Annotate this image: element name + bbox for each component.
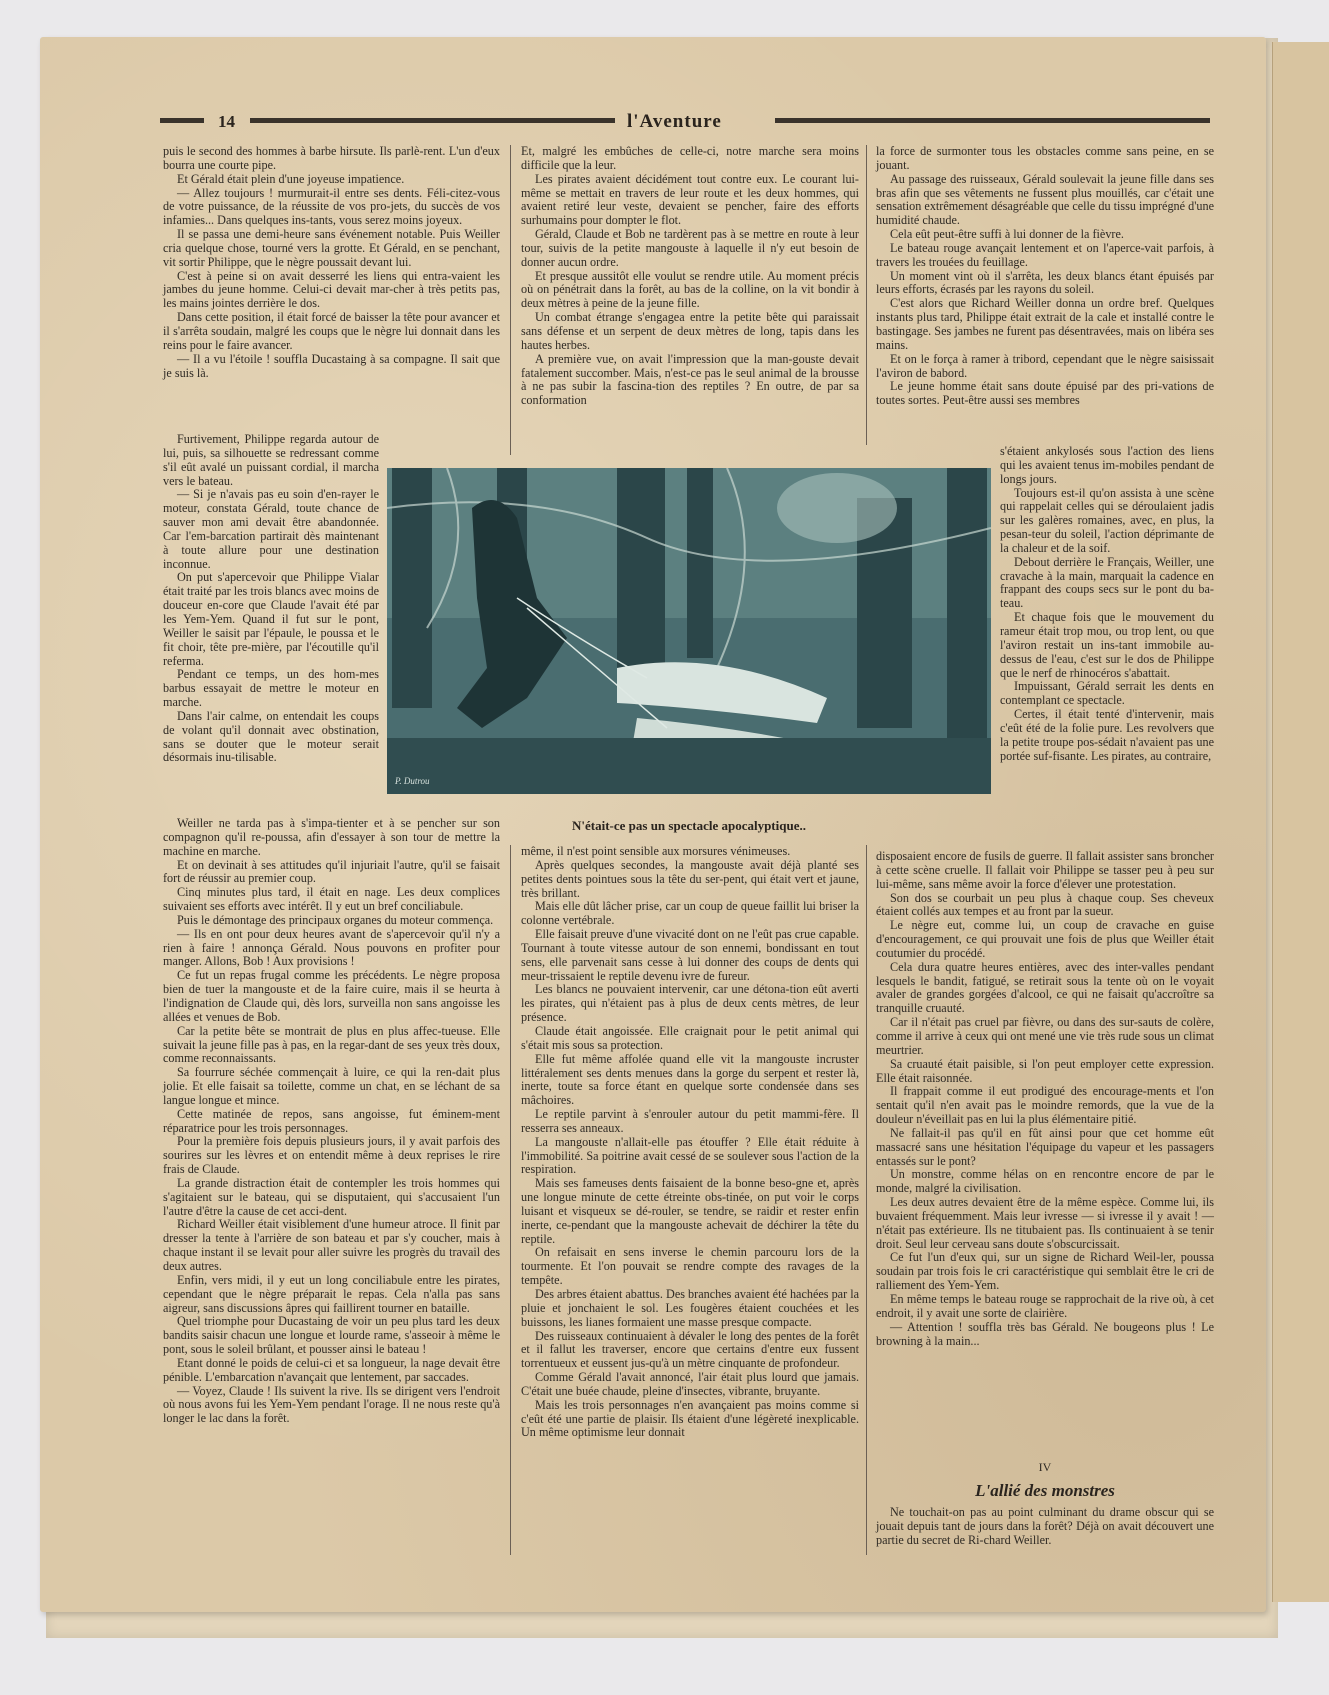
paragraph: Cette matinée de repos, sans angoisse, fut éminem-ment réparatrice pour les trois personnages.: [163, 1106, 500, 1135]
illustration-caption: N'était-ce pas un spectacle apocalyptique..: [572, 818, 806, 833]
paragraph: — Attention ! souffla très bas Gérald. Ne bougeons plus ! Le browning à la main...: [876, 1319, 1214, 1348]
paragraph: Et on devinait à ses attitudes qu'il injuriait l'autre, qu'il se faisait fort de réussir au premier coup.: [163, 857, 500, 886]
paragraph: Sa cruauté était paisible, si l'on peut employer cette expression. Elle était raisonnée.: [876, 1056, 1214, 1085]
column-3-end: [876, 1506, 1214, 1548]
paragraph: Dans cette position, il était forcé de baisser la tête pour avancer et il s'arrêta soudain, malgré les coups que le nègre lui donnait dans les reins pour le faire avancer.: [163, 310, 500, 352]
paragraph: Dans l'air calme, on entendait les coups de volant qu'il donnait avec obstination, sans se douter que le moteur serait désormais inu-tilisable.: [163, 708, 379, 765]
column-2-top: [521, 145, 859, 408]
paragraph: Etant donné le poids de celui-ci et sa longueur, la nage devait être pénible. L'embarcation n'avançait que lentement, par saccades.: [163, 1355, 500, 1384]
paragraph: Pour la première fois depuis plusieurs jours, il y avait parfois des sourires sur les lèvres et on entendit même à deux reprises le rire frais de Claude.: [163, 1134, 500, 1177]
column-3-bottom: [876, 850, 1214, 1348]
paragraph: Ce fut l'un d'eux qui, sur un signe de Richard Weil-ler, poussa soudain par trois fois le cri caractéristique qui semblait être le cri de ralliement des Yem-Yem.: [876, 1250, 1214, 1293]
paragraph: Le jeune homme était sans doute épuisé par des pri-vations de toutes sortes. Peut-être aussi ses membres: [876, 379, 1214, 408]
paragraph: Certes, il était tenté d'intervenir, mais c'eût été de la folie pure. Les revolvers que la petite troupe pos-sédait n'avaient pas une portée suf-fisante. Les pirates, au contraire,: [1000, 707, 1214, 763]
paragraph: Et presque aussitôt elle voulut se rendre utile. Au moment précis où on pénétrait dans la forêt, au bas de la colline, on la vit bondir à deux mètres à peine de la jeune fille.: [521, 268, 859, 311]
paragraph: Gérald, Claude et Bob ne tardèrent pas à se mettre en route à leur tour, suivis de la petite mangouste à laquelle il n'y eut besoin de donner aucun ordre.: [521, 227, 859, 269]
paragraph: — Voyez, Claude ! Ils suivent la rive. Ils se dirigent vers l'endroit où nous avons fui les Yem-Yem pendant l'orage. Il ne nous reste qu'à longer le lac dans la forêt.: [163, 1383, 500, 1426]
paragraph: Cela eût peut-être suffi à lui donner de la fièvre.: [890, 227, 1124, 242]
paragraph: Cela dura quatre heures entières, avec des inter-valles pendant lesquels le bandit, fatigué, se retirait sous la tente où on le voyait avaler de grandes gorgées d'alcool, ce qui ne faisait qu'accroître sa tranquille cruauté.: [876, 959, 1214, 1016]
paragraph: C'est alors que Richard Weiller donna un ordre bref. Quelques instants plus tard, Philippe était extrait de la cale et installé contre le bastingage. Ses jambes ne furent pas désentravées, mais on libéra ses mains.: [876, 296, 1214, 352]
paragraph: Il se passa une demi-heure sans événement notable. Puis Weiller cria quelque chose, tourné vers la grotte. Et Gérald, en se penchant, vit sortir Philippe, que le nègre poussait devant lui.: [163, 227, 500, 269]
paragraph: Des ruisseaux continuaient à dévaler le long des pentes de la forêt et il fallut les traverser, encore que certains d'entre eux fussent torrentueux et eussent jus-qu'à un mètre cinquante de profondeur.: [521, 1328, 859, 1371]
column-divider-2: [866, 145, 867, 445]
paragraph: Un combat étrange s'engagea entre la petite bête qui paraissait sans défense et un serpent de deux mètres de long, tapis dans les hautes herbes.: [521, 310, 859, 352]
column-divider-3: [510, 845, 511, 1555]
paragraph: Cinq minutes plus tard, il était en nage. Les deux complices suivaient ses efforts avec intérêt. Il y eut un bref conciliabule.: [163, 885, 500, 914]
next-page-edge: [1272, 42, 1329, 1602]
paragraph: Et Gérald était plein d'une joyeuse impatience.: [177, 171, 405, 186]
paragraph: On put s'apercevoir que Philippe Vialar était traité par les trois blancs avec moins de douceur en-core que Claude l'avait été par les Yem-Yem. Quand il fut sur le pont, Weiller le saisit par l'épaule, le poussa et le fit choir, tête pre-mière, par l'écoutille qu'il referma.: [163, 570, 379, 668]
chapter-title: L'allié des monstres: [975, 1481, 1115, 1500]
paragraph: Les deux autres devaient être de la même espèce. Comme lui, ils buvaient fréquemment. Mais leur ivresse — si ivresse il y avait ! — n'était pas extérieure. Ils ne titubaient pas. Ils continuaient à se tenir droit. Seul leur cerveau sans doute s'obscurcissait.: [876, 1195, 1214, 1251]
paragraph: Les blancs ne pouvaient intervenir, car une détona-tion eût averti les pirates, qui n'étaient pas à plus de deux cents mètres, de leur présence.: [521, 982, 859, 1025]
paragraph: Et on le força à ramer à tribord, cependant que le nègre saisissait l'aviron de babord.: [876, 351, 1214, 380]
paragraph: Elle faisait preuve d'une vivacité dont on ne l'eût pas crue capable. Tournant à toute vitesse autour de son ennemi, bondissant en tout sens, elle parvenait sans cesse à lui donner des coups de dents qui meur-trissaient le reptile devenu ivre de fureur.: [521, 927, 859, 983]
paragraph: Son dos se courbait un peu plus à chaque coup. Ses cheveux étaient collés aux tempes et au front par la sueur.: [876, 890, 1214, 919]
paragraph: Enfin, vers midi, il y eut un long conciliabule entre les pirates, cependant que le nègre préparait le repas. Cela n'alla pas sans aigreur, sans discussions âpres qui faillirent tourner en bataille.: [163, 1272, 500, 1315]
paragraph: Un moment vint où il s'arrêta, les deux blancs étant épuisés par leurs efforts, écrasés par les rayons du soleil.: [876, 268, 1214, 297]
paragraph: Quel triomphe pour Ducastaing de voir un peu plus tard les deux bandits saisir chacun une longue et lourde rame, s'asseoir à même le pont, sous le soleil brûlant, et pousser ainsi le bateau !: [163, 1314, 500, 1357]
page-number: 14: [218, 112, 235, 131]
paragraph: Des arbres étaient abattus. Des branches avaient été hachées par la pluie et jonchaient le sol. Les fougères étaient couchées et les buissons, les lianes formaient une masse presque compacte.: [521, 1287, 859, 1329]
paragraph: Elle fut même affolée quand elle vit la mangouste incruster littéralement ses dents menues dans la gorge du serpent et rester là, inerte, toute sa force étant en quelque sorte condensée dans ses mâchoires.: [521, 1051, 859, 1108]
paragraph: Richard Weiller était visiblement d'une humeur atroce. Il finit par dresser la tente à l'arrière de son bateau et par s'y coucher, mais à chaque instant il se levait pour aller suivre les progrès du travail des deux autres.: [163, 1217, 500, 1273]
forest-illustration: [387, 468, 991, 794]
paragraph: — Allez toujours ! murmurait-il entre ses dents. Féli-citez-vous de votre puissance, de la réussite de vos pro-jets, du succès de vos infamies... Dans quelques ins-tants, vous serez moins joyeux.: [163, 185, 500, 228]
paragraph: Il frappait comme il eut prodigué des encourage-ments et l'on sentait qu'il n'en avait pas le moindre remords, que la vue de la douleur n'éveillait pas en lui la plus élémentaire pitié.: [876, 1084, 1214, 1127]
column-3-top: [876, 145, 1214, 408]
paragraph: On refaisait en sens inverse le chemin parcouru lors de la tourmente. Et l'on pouvait se rendre compte des ravages de la tempête.: [521, 1245, 859, 1288]
paragraph: même, il n'est point sensible aux morsures vénimeuses.: [521, 844, 791, 858]
paragraph: Car la petite bête se montrait de plus en plus affec-tueuse. Elle suivait la jeune fille pas à pas, en la regar-dant de ses yeux très doux, comme reconnaissants.: [163, 1023, 500, 1066]
paragraph: Le bateau rouge avançait lentement et on l'aperce-vait parfois, à travers les trouées du feuillage.: [876, 240, 1214, 269]
paragraph: Car il n'était pas cruel par fièvre, ou dans des sur-sauts de colère, comme il arrive à ceux qui ont mené une vie très rude sous un climat meurtrier.: [876, 1015, 1214, 1057]
paragraph: Et, malgré les embûches de celle-ci, notre marche sera moins difficile que la leur.: [521, 144, 859, 172]
paragraph: Mais elle dût lâcher prise, car un coup de queue faillit lui briser la colonne vertébrale.: [521, 899, 859, 928]
paragraph: Weiller ne tarda pas à s'impa-tienter et à se pencher sur son compagnon qu'il re-poussa, afin d'essayer à son tour de mettre la machine en marche.: [163, 816, 500, 858]
paragraph: Claude était angoissée. Elle craignait pour le petit animal qui s'était mis sous sa protection.: [521, 1023, 859, 1052]
paragraph: s'étaient ankylosés sous l'action des liens qui les avaient tenus im-mobiles pendant de longs jours.: [1000, 444, 1214, 486]
column-divider-1: [510, 145, 511, 455]
paragraph: Après quelques secondes, la mangouste avait déjà planté ses petites dents pointues sous la tête du ser-pent, qui était vert et jaune, très brillant.: [521, 857, 859, 900]
column-3-wrap: [1000, 445, 1214, 763]
paragraph: la force de surmonter tous les obstacles comme sans peine, en se jouant.: [876, 144, 1214, 172]
paragraph: Ce fut un repas frugal comme les précédents. Le nègre proposa bien de tuer la mangouste et de la faire cuire, mais il se heurta à l'indignation de Claude qui, dès lors, surveilla non sans angoisse les allées et venues de Bob.: [163, 968, 500, 1024]
paragraph: Mais les trois personnages n'en avançaient pas moins comme si c'eût été une partie de plaisir. Ils étaient d'une légèreté inexplicable. Un même optimisme leur donnait: [521, 1397, 859, 1440]
paragraph: Le reptile parvint à s'enrouler autour du petit mammi-fère. Il resserra ses anneaux.: [521, 1107, 859, 1135]
paragraph: Au passage des ruisseaux, Gérald soulevait la jeune fille dans ses bras afin que ses vêtements ne fussent plus mouillés, car c'était une sensation extrêmement désagréable que celle du tissu imprégné d'une humidité chaude.: [876, 171, 1214, 228]
paragraph: La grande distraction était de contempler les trois hommes qui s'agitaient sur le bateau, qui se disputaient, qui s'accusaient l'un l'autre d'être la cause de cet acci-dent.: [163, 1175, 500, 1218]
paragraph: Debout derrière le Français, Weiller, une cravache à la main, marquait la cadence en frappant des coups secs sur le pont du ba-teau.: [1000, 554, 1214, 611]
paragraph: disposaient encore de fusils de guerre. Il fallait assister sans broncher à cette scène cruelle. Il fallait voir Philippe se tasser peu à peu sur lui-même, sans même avoir la force d'élever une protestation.: [876, 849, 1214, 891]
paragraph: — Si je n'avais pas eu soin d'en-rayer le moteur, constata Gérald, toute chance de sauver mon ami devait être abandonnée. Car l'em-barcation partirait dès maintenant à toute allure pour une destination inconnue.: [163, 487, 379, 571]
header-rule-left: [160, 118, 204, 123]
paragraph: Les pirates avaient décidément tout contre eux. Le courant lui-même se mettait en travers de leur route et les deux hommes, qui avaient retiré leur veste, devaient se pencher, faire des efforts surhumains pour dompter le flot.: [521, 171, 859, 228]
paragraph: — Il a vu l'étoile ! souffla Ducastaing à sa compagne. Il sait que je suis là.: [163, 351, 500, 380]
column-1-bottom: [163, 816, 500, 1426]
paragraph: Un monstre, comme hélas on en rencontre encore de par le monde, malgré la civilisation.: [876, 1167, 1214, 1196]
paragraph: Le nègre eut, comme lui, un coup de cravache en guise d'encouragement, ce qui prouvait une fois de plus que Weiller était coutumier du procédé.: [876, 918, 1214, 960]
paragraph: Pendant ce temps, un des hom-mes barbus essayait de mettre le moteur en marche.: [163, 667, 379, 710]
magazine-title: l'Aventure: [627, 111, 722, 132]
paragraph: — Ils en ont pour deux heures avant de s'apercevoir qu'il n'y a rien à faire ! annonça Gérald. Nous pouvons en profiter pour manger. Allons, Bob ! Aux provisions !: [163, 926, 500, 969]
chapter-number: IV: [1038, 1460, 1052, 1474]
paragraph: Puis le démontage des principaux organes du moteur commença.: [177, 912, 494, 927]
header-rule-right: [775, 118, 1210, 123]
column-divider-4: [866, 845, 867, 1555]
paragraph: Toujours est-il qu'on assista à une scène qui rappelait celles qui se déroulaient jadis sur les galères romaines, avec, en plus, la pesan-teur du soleil, l'action déprimante de la chaleur et de la soif.: [1000, 485, 1214, 555]
paragraph: Mais ses fameuses dents faisaient de la bonne beso-gne et, après une longue minute de cette étreinte obs-tinée, on put voir le corps luisant et visqueux se dé-rouler, se tendre, se raidir et rester enfin inerte, ce-pendant que la mangouste achevait de déchirer la tête du reptile.: [521, 1176, 859, 1246]
paragraph: C'est à peine si on avait desserré les liens qui entra-vaient les jambes du jeune homme. Celui-ci devait mar-cher à très petits pas, les mains jointes derrière le dos.: [163, 268, 500, 311]
paragraph: A première vue, on avait l'impression que la man-gouste devait fatalement succomber. Mais, n'est-ce pas le seul animal de la brousse à ne pas subir la fascina-tion des reptiles ? En outre, de par sa conformation: [521, 351, 859, 408]
paragraph: En même temps le bateau rouge se rapprochait de la rive où, à cet endroit, il y avait une sorte de clairière.: [876, 1292, 1214, 1320]
column-2-bottom: [521, 845, 859, 1440]
paragraph: Ne fallait-il pas qu'il en fût ainsi pour que cet homme eût massacré sans une hésitation l'équipage du vapeur et les passagers entassés sur le pont?: [876, 1125, 1214, 1168]
paragraph: puis le second des hommes à barbe hirsute. Ils parlè-rent. L'un d'eux bourra une courte pipe.: [163, 144, 500, 172]
paragraph: Et chaque fois que le mouvement du rameur était trop mou, ou trop lent, ou que l'aviron restait un ins-tant immobile au-dessus de l'eau, c'est sur le dos de Philippe que le nerf de rhinocéros s'abattait.: [1000, 610, 1214, 680]
paragraph: Comme Gérald l'avait annoncé, l'air était plus lourd que jamais. C'était une buée chaude, pleine d'insectes, vibrante, bruyante.: [521, 1370, 859, 1398]
paragraph: Sa fourrure séchée commençait à luire, ce qui la ren-dait plus jolie. Et elle faisait sa toilette, comme un chat, en se léchant de sa langue longue et mince.: [163, 1065, 500, 1107]
column-1-top: [163, 145, 500, 380]
paragraph: Impuissant, Gérald serrait les dents en contemplant ce spectacle.: [1000, 679, 1214, 708]
illustration-drawing: [387, 468, 991, 794]
paragraph: Furtivement, Philippe regarda autour de lui, puis, sa silhouette se redressant comme s'il eût avalé un puissant cordial, il marcha vers le bateau.: [163, 432, 379, 488]
paragraph: La mangouste n'allait-elle pas étouffer ? Elle était réduite à l'immobilité. Sa poitrine avait cessé de se soulever sous l'action de la respiration.: [521, 1134, 859, 1177]
paragraph: Ne touchait-on pas au point culminant du drame obscur qui se jouait depuis tant de jours dans la forêt? Déjà on avait découvert une partie du secret de Ri-chard Weiller.: [876, 1505, 1214, 1547]
artist-signature: P. Dutrou: [395, 776, 430, 786]
header-rule-middle: [250, 118, 615, 123]
column-1-wrap: [163, 432, 379, 765]
